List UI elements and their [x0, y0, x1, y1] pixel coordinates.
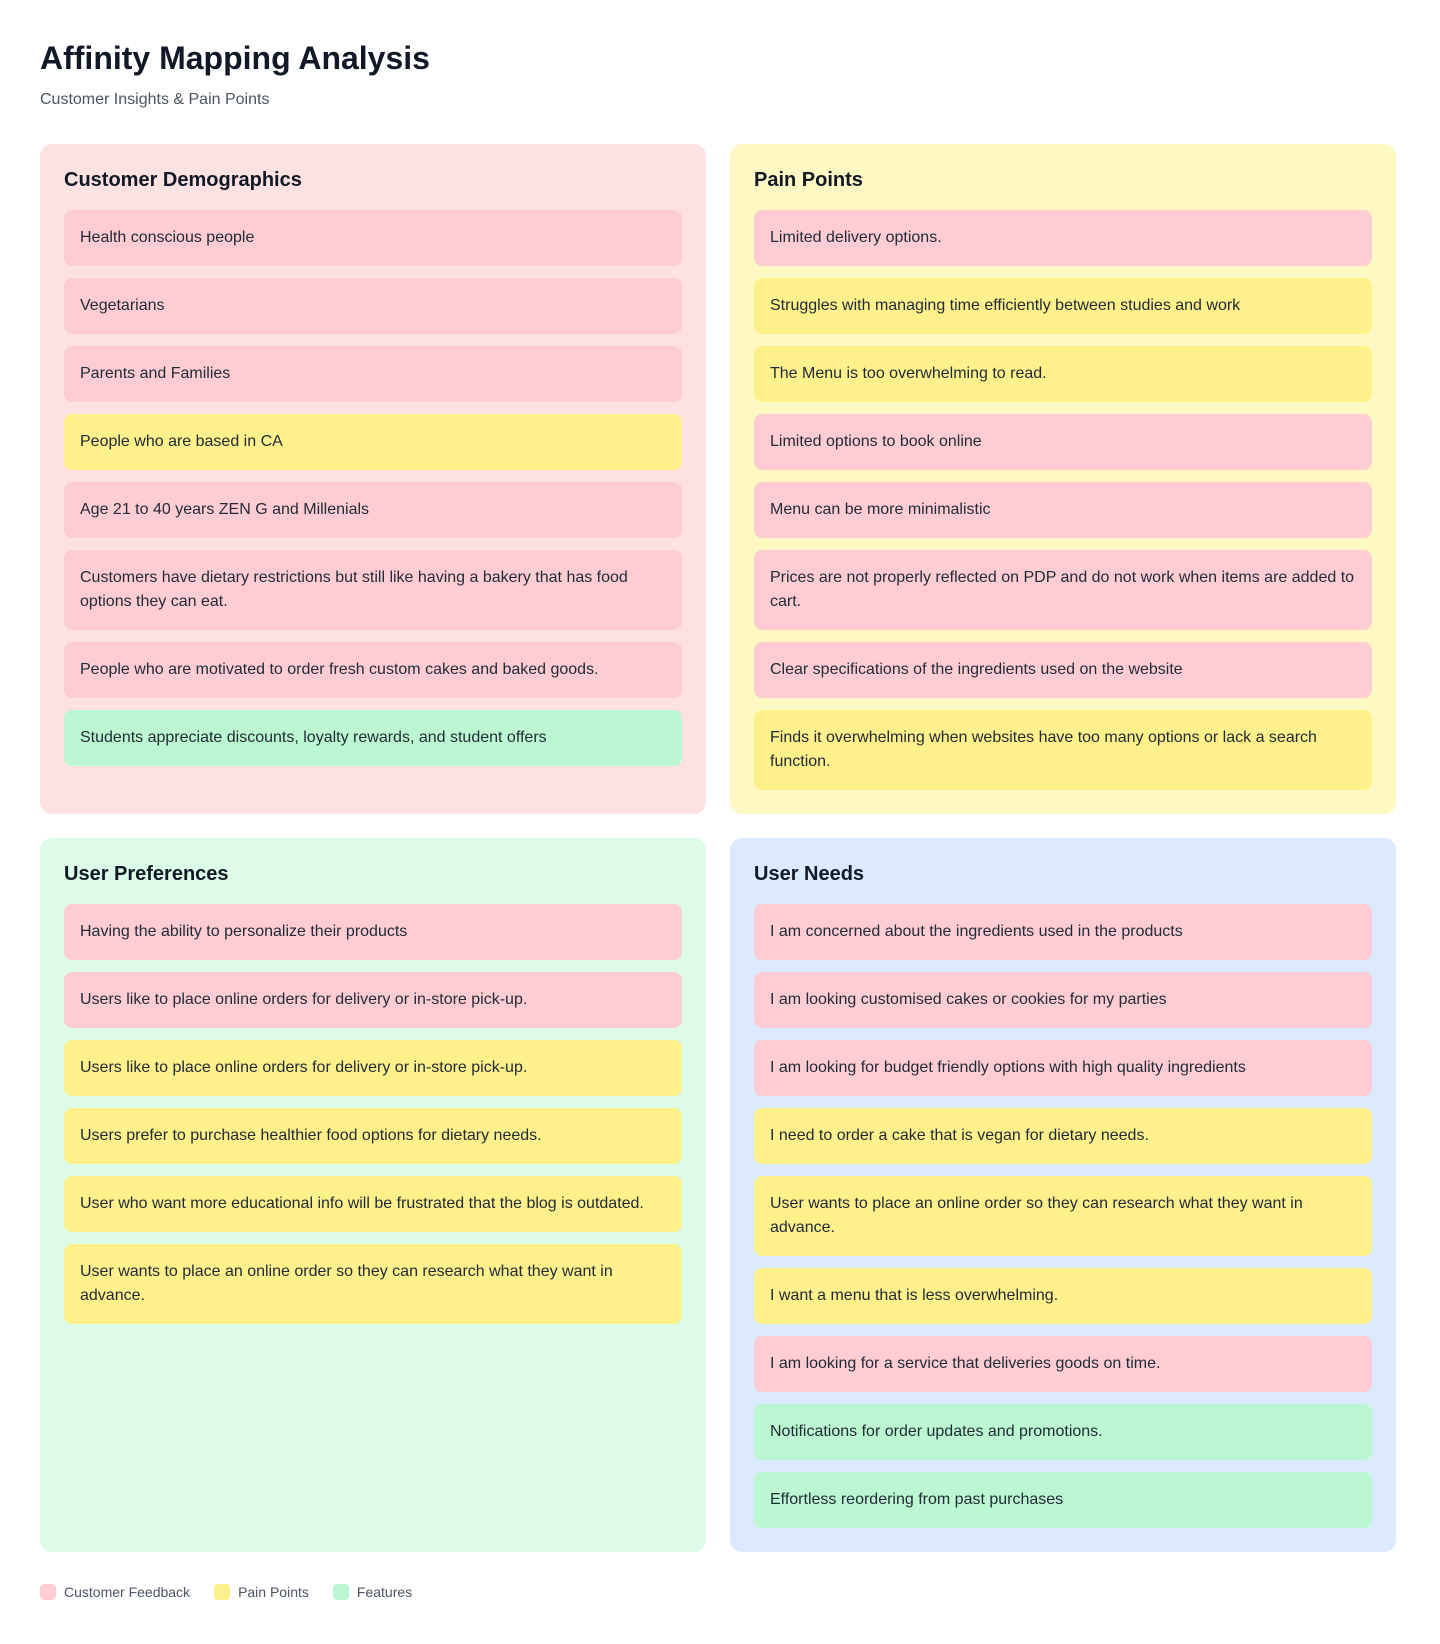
page-subtitle: Customer Insights & Pain Points — [40, 91, 270, 108]
category-customer-demographics — [40, 144, 706, 814]
sticky-note-feedback: Users like to place online orders for delivery or in-store pick-up. — [64, 972, 682, 1028]
legend-swatch — [333, 1584, 349, 1600]
note-list — [754, 904, 1372, 1528]
category-title: Customer Demographics — [64, 169, 302, 191]
sticky-note-feedback: I am looking for a service that deliveries goods on time. — [754, 1336, 1372, 1392]
sticky-note-pain: The Menu is too overwhelming to read. — [754, 346, 1372, 402]
sticky-note-pain: Users prefer to purchase healthier food options for dietary needs. — [64, 1108, 682, 1164]
legend-label: Features — [356, 1584, 413, 1600]
category-user-needs — [730, 838, 1396, 1552]
sticky-note-feedback: Prices are not properly reflected on PDP and do not work when items are added to cart. — [754, 550, 1372, 630]
sticky-note-feedback: People who are motivated to order fresh custom cakes and baked goods. — [64, 642, 682, 698]
category-user-preferences — [40, 838, 706, 1552]
legend-swatch — [214, 1584, 230, 1600]
sticky-note-feedback: I am concerned about the ingredients used in the products — [754, 904, 1372, 960]
sticky-note-pain: User who want more educational info will be frustrated that the blog is outdated. — [64, 1176, 682, 1232]
sticky-note-feedback: Clear specifications of the ingredients used on the website — [754, 642, 1372, 698]
legend-item-customer-feedback — [40, 1584, 190, 1600]
category-pain-points — [730, 144, 1396, 814]
sticky-note-feedback: Limited delivery options. — [754, 210, 1372, 266]
sticky-note-pain: User wants to place an online order so they can research what they want in advance. — [754, 1176, 1372, 1256]
sticky-note-feature: Notifications for order updates and promotions. — [754, 1404, 1372, 1460]
legend-item-features — [333, 1584, 412, 1600]
category-title: User Needs — [754, 863, 865, 885]
legend-item-pain-points — [214, 1584, 309, 1600]
page-title: Affinity Mapping Analysis — [40, 40, 430, 76]
category-title: User Preferences — [64, 863, 229, 885]
sticky-note-pain: User wants to place an online order so they can research what they want in advance. — [64, 1244, 682, 1324]
note-list — [754, 210, 1372, 790]
legend-label: Customer Feedback — [64, 1584, 191, 1600]
note-list — [64, 210, 682, 766]
sticky-note-pain: Users like to place online orders for delivery or in-store pick-up. — [64, 1040, 682, 1096]
legend — [40, 1584, 1400, 1600]
legend-label: Pain Points — [238, 1584, 309, 1600]
sticky-note-pain: I want a menu that is less overwhelming. — [754, 1268, 1372, 1324]
sticky-note-feedback: Limited options to book online — [754, 414, 1372, 470]
sticky-note-feedback: I am looking for budget friendly options with high quality ingredients — [754, 1040, 1372, 1096]
sticky-note-pain: Finds it overwhelming when websites have too many options or lack a search function. — [754, 710, 1372, 790]
sticky-note-feedback: Parents and Families — [64, 346, 682, 402]
sticky-note-feature: Effortless reordering from past purchases — [754, 1472, 1372, 1528]
note-list — [64, 904, 682, 1324]
sticky-note-feedback: Having the ability to personalize their products — [64, 904, 682, 960]
legend-swatch — [40, 1584, 56, 1600]
category-title: Pain Points — [754, 169, 863, 191]
sticky-note-feedback: Vegetarians — [64, 278, 682, 334]
sticky-note-feedback: Health conscious people — [64, 210, 682, 266]
sticky-note-feedback: Menu can be more minimalistic — [754, 482, 1372, 538]
sticky-note-pain: Struggles with managing time efficiently between studies and work — [754, 278, 1372, 334]
sticky-note-pain: People who are based in CA — [64, 414, 682, 470]
sticky-note-feedback: Customers have dietary restrictions but still like having a bakery that has food options they can eat. — [64, 550, 682, 630]
category-grid — [40, 144, 1400, 1552]
sticky-note-feedback: I am looking customised cakes or cookies for my parties — [754, 972, 1372, 1028]
sticky-note-feature: Students appreciate discounts, loyalty rewards, and student offers — [64, 710, 682, 766]
sticky-note-feedback: Age 21 to 40 years ZEN G and Millenials — [64, 482, 682, 538]
sticky-note-pain: I need to order a cake that is vegan for dietary needs. — [754, 1108, 1372, 1164]
